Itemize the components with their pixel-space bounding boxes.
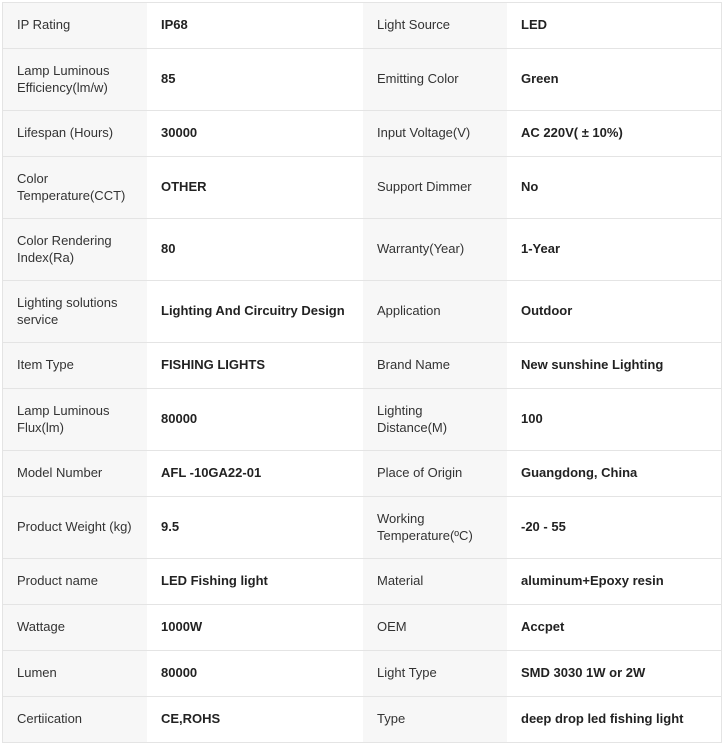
spec-label: Lamp Luminous Flux(lm) xyxy=(3,389,148,451)
spec-value: deep drop led fishing light xyxy=(507,697,722,743)
spec-value: -20 - 55 xyxy=(507,497,722,559)
spec-label: Model Number xyxy=(3,451,148,497)
spec-label: Brand Name xyxy=(363,343,507,389)
table-row xyxy=(3,559,722,605)
spec-label: Color Temperature(CCT) xyxy=(3,157,148,219)
spec-value: 30000 xyxy=(147,111,363,157)
spec-label: Working Temperature(ºC) xyxy=(363,497,507,559)
spec-label: OEM xyxy=(363,605,507,651)
table-row xyxy=(3,605,722,651)
table-row xyxy=(3,697,722,743)
spec-value: Guangdong, China xyxy=(507,451,722,497)
spec-value: 85 xyxy=(147,49,363,111)
table-row xyxy=(3,651,722,697)
table-row xyxy=(3,497,722,559)
spec-value: LED xyxy=(507,3,722,49)
spec-value: AC 220V( ± 10%) xyxy=(507,111,722,157)
spec-value: LED Fishing light xyxy=(147,559,363,605)
spec-label: Light Type xyxy=(363,651,507,697)
spec-label: Product Weight (kg) xyxy=(3,497,148,559)
table-row xyxy=(3,157,722,219)
spec-value: Outdoor xyxy=(507,281,722,343)
table-row xyxy=(3,111,722,157)
spec-value: AFL -10GA22-01 xyxy=(147,451,363,497)
spec-label: Application xyxy=(363,281,507,343)
spec-value: IP68 xyxy=(147,3,363,49)
table-row xyxy=(3,451,722,497)
spec-label: Item Type xyxy=(3,343,148,389)
spec-label: Color Rendering Index(Ra) xyxy=(3,219,148,281)
spec-label: Lumen xyxy=(3,651,148,697)
spec-value: aluminum+Epoxy resin xyxy=(507,559,722,605)
spec-value: 80 xyxy=(147,219,363,281)
table-row xyxy=(3,281,722,343)
spec-label: Lamp Luminous Efficiency(lm/w) xyxy=(3,49,148,111)
spec-value: 1000W xyxy=(147,605,363,651)
spec-label: Type xyxy=(363,697,507,743)
spec-value: Lighting And Circuitry Design xyxy=(147,281,363,343)
spec-value: CE,ROHS xyxy=(147,697,363,743)
spec-label: Place of Origin xyxy=(363,451,507,497)
table-row xyxy=(3,49,722,111)
spec-label: Light Source xyxy=(363,3,507,49)
spec-label: Certiication xyxy=(3,697,148,743)
table-row xyxy=(3,3,722,49)
spec-value: Green xyxy=(507,49,722,111)
table-row xyxy=(3,389,722,451)
spec-value: Accpet xyxy=(507,605,722,651)
spec-value: 100 xyxy=(507,389,722,451)
spec-value: 80000 xyxy=(147,651,363,697)
spec-label: Input Voltage(V) xyxy=(363,111,507,157)
spec-value: FISHING LIGHTS xyxy=(147,343,363,389)
spec-label: Lifespan (Hours) xyxy=(3,111,148,157)
spec-label: Support Dimmer xyxy=(363,157,507,219)
spec-label: Lighting solutions service xyxy=(3,281,148,343)
spec-label: Material xyxy=(363,559,507,605)
table-row xyxy=(3,343,722,389)
spec-label: Lighting Distance(M) xyxy=(363,389,507,451)
spec-value: No xyxy=(507,157,722,219)
spec-value: 80000 xyxy=(147,389,363,451)
spec-label: Warranty(Year) xyxy=(363,219,507,281)
table-row xyxy=(3,219,722,281)
spec-table xyxy=(2,2,722,743)
spec-value: New sunshine Lighting xyxy=(507,343,722,389)
spec-label: IP Rating xyxy=(3,3,148,49)
spec-value: 9.5 xyxy=(147,497,363,559)
spec-value: OTHER xyxy=(147,157,363,219)
spec-label: Emitting Color xyxy=(363,49,507,111)
spec-value: SMD 3030 1W or 2W xyxy=(507,651,722,697)
spec-value: 1-Year xyxy=(507,219,722,281)
spec-label: Wattage xyxy=(3,605,148,651)
spec-label: Product name xyxy=(3,559,148,605)
